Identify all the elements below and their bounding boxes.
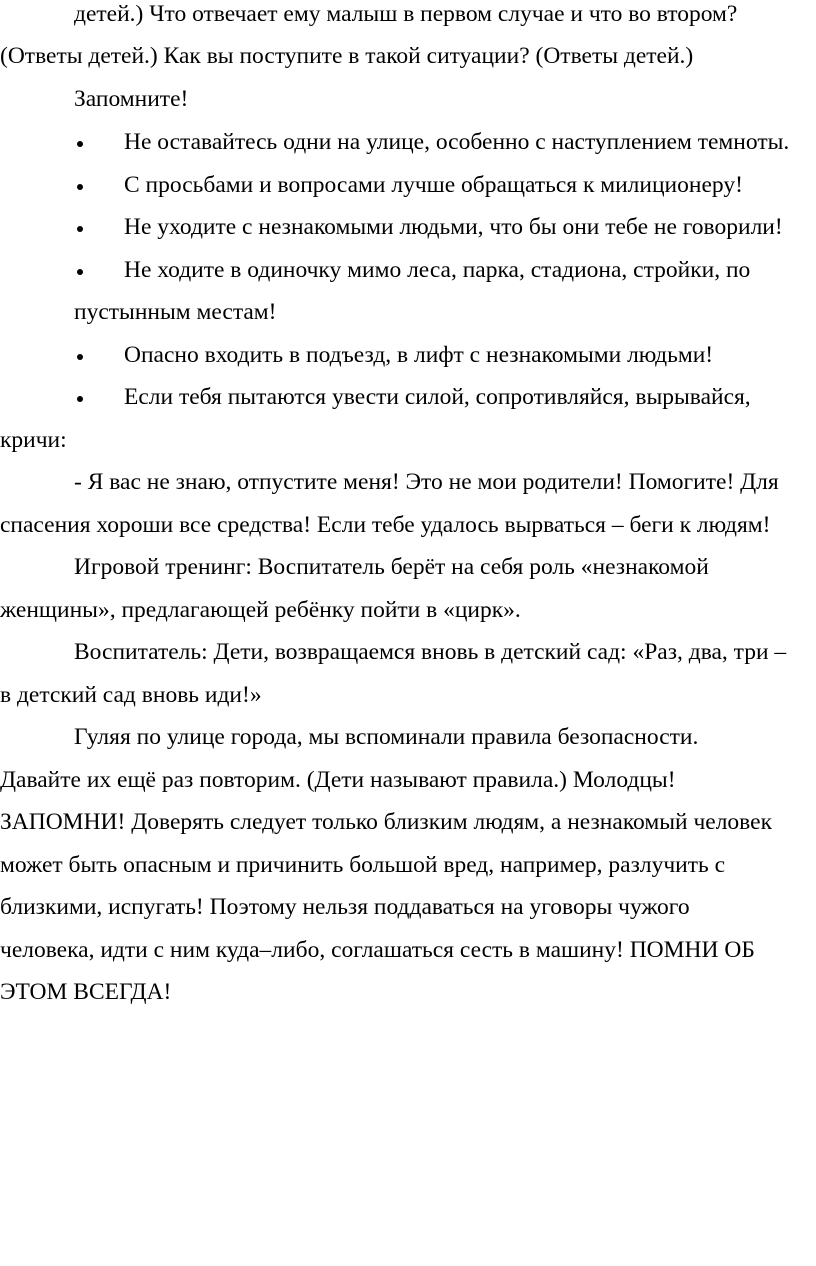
paragraph-line: женщины», предлагающей ребёнку пойти в «цирк». — [0, 597, 521, 623]
paragraph-line: спасения хороши все средства! Если тебе удалось вырваться – беги к людям! — [0, 512, 771, 538]
paragraph-line: - Я вас не знаю, отпустите меня! Это не мои родители! Помогите! Для — [74, 469, 779, 495]
paragraph-line: ЗАПОМНИ! Доверять следует только близким людям, а незнакомый человек — [0, 809, 772, 835]
list-item-text: Если тебя пытаются увести силой, сопротивляйся, вырывайся, — [124, 384, 751, 410]
list-item-text: Не оставайтесь одни на улице, особенно с наступлением темноты. — [124, 129, 790, 155]
bullet-icon — [77, 354, 83, 360]
paragraph-line: Давайте их ещё раз повторим. (Дети называют правила.) Молодцы! — [0, 767, 676, 793]
paragraph-line: (Ответы детей.) Как вы поступите в такой ситуации? (Ответы детей.) — [0, 43, 694, 69]
bullet-icon — [77, 226, 83, 232]
bullet-icon — [77, 269, 83, 275]
paragraph-line: в детский сад вновь иди!» — [0, 682, 262, 708]
paragraph-line: детей.) Что отвечает ему малыш в первом случае и что во втором? — [74, 1, 738, 27]
list-item-text: Не уходите с незнакомыми людьми, что бы они тебе не говорили! — [124, 214, 783, 240]
paragraph-line: Гуляя по улице города, мы вспоминали правила безопасности. — [74, 724, 699, 750]
paragraph-line: может быть опасным и причинить большой вред, например, разлучить с — [0, 852, 726, 878]
bullet-icon — [77, 184, 83, 190]
paragraph-line: человека, идти с ним куда–либо, соглашаться сесть в машину! ПОМНИ ОБ — [0, 937, 755, 963]
list-item-text-continued: пустынным местам! — [74, 299, 277, 325]
paragraph-line: ЭТОМ ВСЕГДА! — [0, 979, 172, 1005]
paragraph-line: Воспитатель: Дети, возвращаемся вновь в детский сад: «Раз, два, три – — [74, 639, 787, 665]
list-item-text: С просьбами и вопросами лучше обращаться к милиционеру! — [124, 172, 743, 198]
list-item-text: Опасно входить в подъезд, в лифт с незнакомыми людьми! — [124, 342, 714, 368]
bullet-icon — [77, 396, 83, 402]
paragraph-line: близкими, испугать! Поэтому нельзя поддаваться на уговоры чужого — [0, 894, 690, 920]
remember-heading: Запомните! — [74, 86, 189, 112]
list-item-text-continued: кричи: — [0, 427, 67, 453]
paragraph-line: Игровой тренинг: Воспитатель берёт на себя роль «незнакомой — [74, 554, 709, 580]
list-item-text: Не ходите в одиночку мимо леса, парка, стадиона, стройки, по — [124, 257, 751, 283]
bullet-icon — [77, 141, 83, 147]
